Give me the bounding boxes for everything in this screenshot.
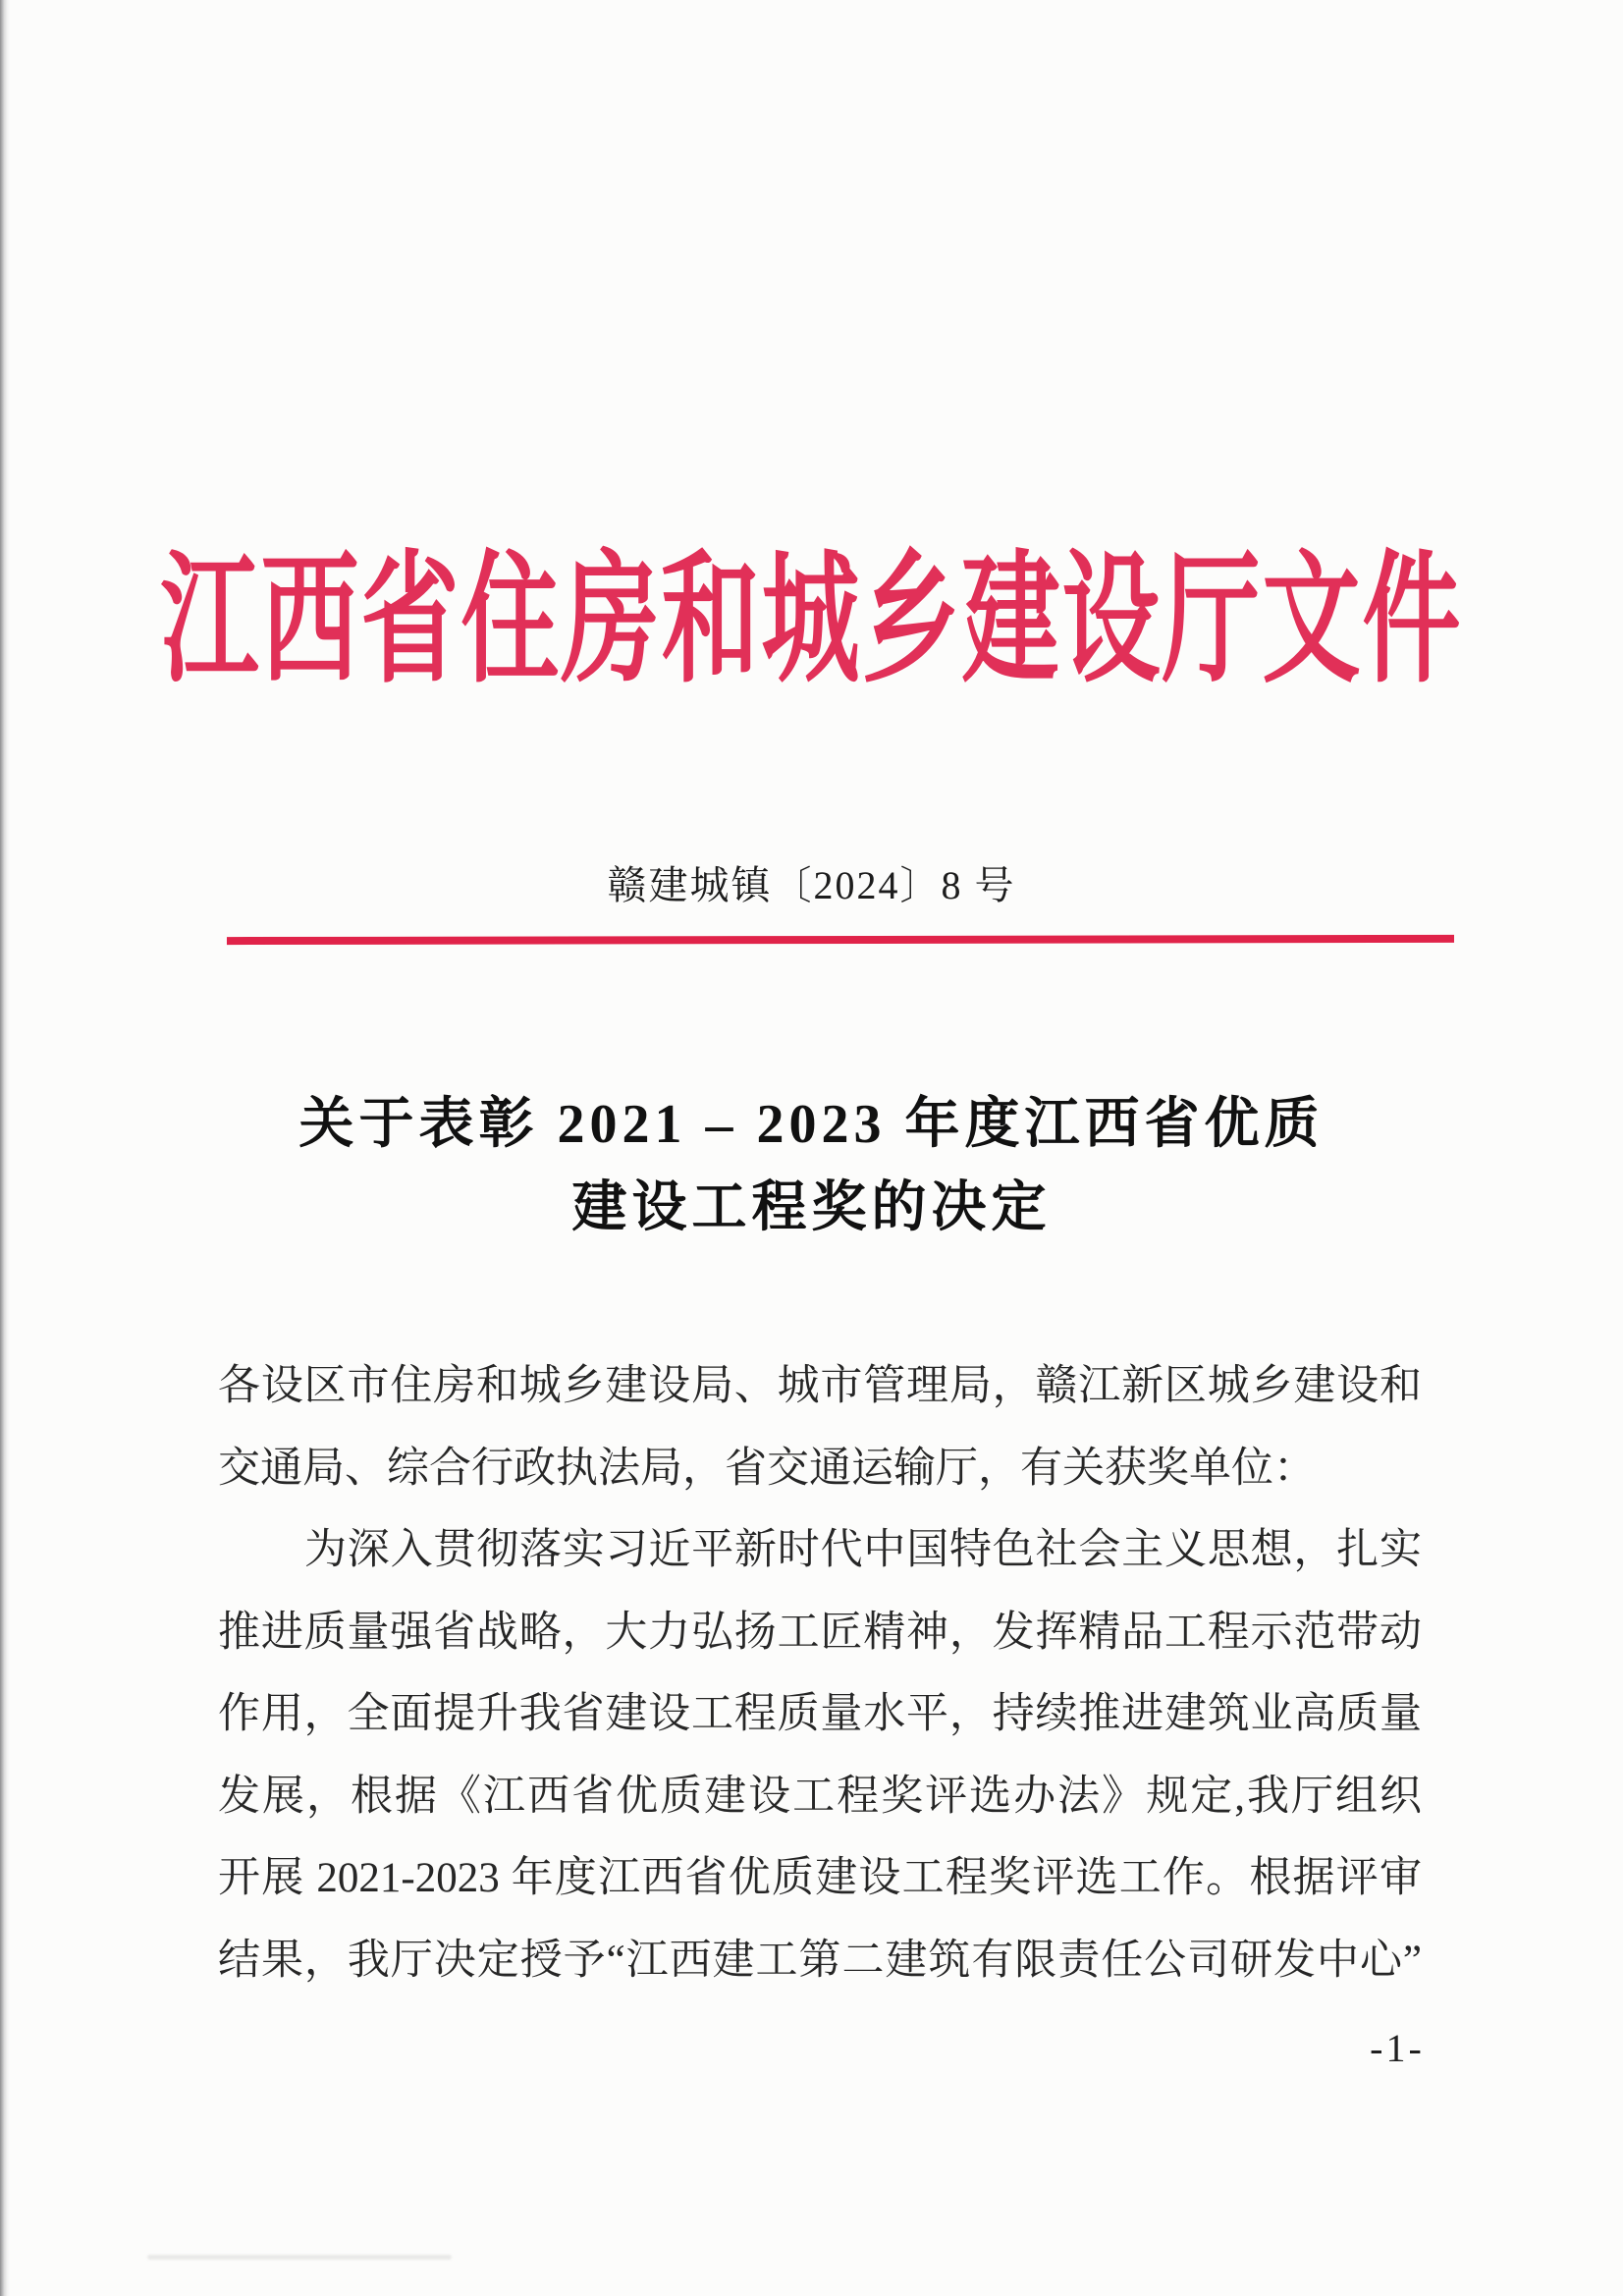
body-line-paragraph-4: 发展，根据《江西省优质建设工程奖评选办法》规定,我厅组织 (218, 1773, 1422, 1820)
document-title-line2: 建设工程奖的决定 (571, 1177, 1052, 1238)
body-line-paragraph-6: 结果，我厅决定授予“江西建工第二建筑有限责任公司研发中心” (218, 1937, 1422, 1984)
body-line-paragraph-2: 推进质量强省战略，大力弘扬工匠精神，发挥精品工程示范带动 (218, 1609, 1422, 1656)
body-line-salutation-1: 各设区市住房和城乡建设局、城市管理局，赣江新区城乡建设和 (218, 1363, 1422, 1409)
agency-header-title: 江西省住房和城乡建设厅文件 (160, 541, 1463, 700)
document-reference-number: 赣建城镇〔2024〕8 号 (607, 863, 1016, 907)
document-title-line1: 关于表彰 2021 – 2023 年度江西省优质 (298, 1094, 1325, 1155)
document-body (218, 1345, 1422, 2001)
document-title (0, 1083, 1623, 1250)
body-line-paragraph-1: 为深入贯彻落实习近平新时代中国特色社会主义思想，扎实 (304, 1527, 1422, 1573)
red-divider-line (227, 935, 1454, 945)
page-number: -1- (1370, 2026, 1425, 2070)
body-line-salutation-2: 交通局、综合行政执法局，省交通运输厅，有关获奖单位： (218, 1445, 1316, 1492)
body-line-paragraph-3: 作用，全面提升我省建设工程质量水平，持续推进建筑业高质量 (218, 1691, 1422, 1737)
body-line-paragraph-5: 开展 2021-2023 年度江西省优质建设工程奖评选工作。根据评审 (218, 1855, 1422, 1901)
scan-smudge (147, 2255, 452, 2260)
